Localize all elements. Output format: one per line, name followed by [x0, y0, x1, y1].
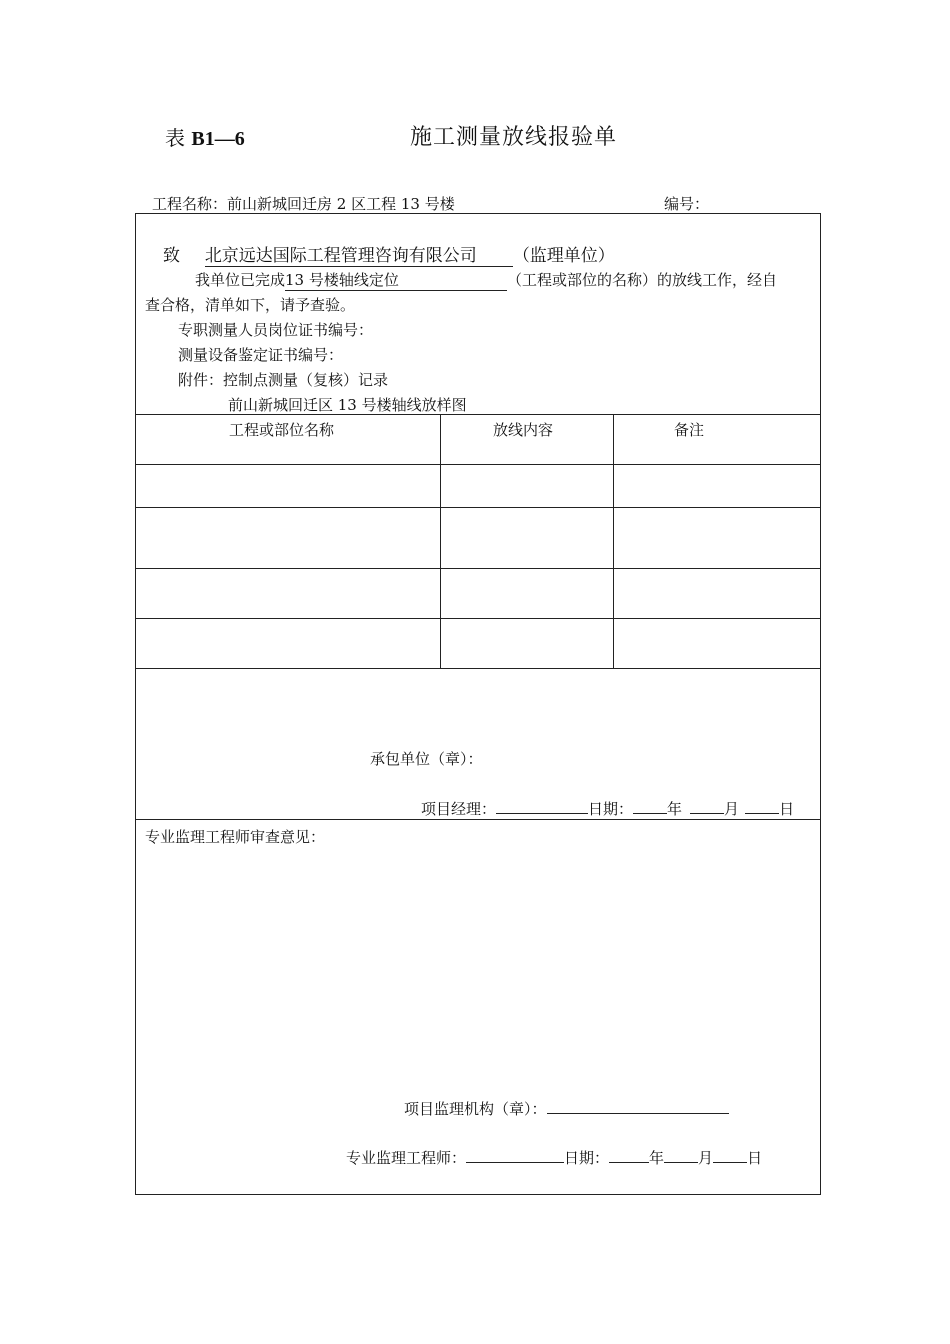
body-line-1 [195, 269, 777, 291]
engineer-signature-line [346, 1147, 762, 1168]
addressee-line [163, 241, 615, 267]
body-line-2: 查合格，清单如下，请予查验。 [145, 296, 356, 314]
form-number [165, 122, 245, 151]
completed-suffix: （工程或部位的名称）的放线工作，经自 [507, 271, 778, 289]
table-column-divider [440, 414, 441, 668]
document-title: 施工测量放线报验单 [410, 125, 618, 150]
staff-cert-label: 专职测量人员岗位证书编号： [178, 321, 374, 339]
date-label: 日期： [588, 800, 634, 818]
table-header-bottom-line [135, 464, 821, 465]
year-label: 年 [667, 800, 683, 818]
attachment-1: 附件：控制点测量（复核）记录 [178, 371, 389, 389]
equipment-cert-label: 测量设备鉴定证书编号： [178, 346, 344, 364]
day-label: 日 [747, 1149, 763, 1167]
completed-prefix: 我单位已完成 [195, 271, 286, 289]
manager-signature-blank[interactable] [496, 799, 588, 814]
form-label: 表 [165, 126, 185, 150]
engineer-label: 专业监理工程师： [346, 1149, 467, 1167]
serial-number-label: 编号： [664, 195, 710, 213]
completed-item: 13 号楼轴线定位 [285, 269, 507, 291]
supervisor-company: 北京远达国际工程管理咨询有限公司 [205, 241, 513, 267]
engineer-signature-blank[interactable] [466, 1148, 564, 1163]
month-label: 月 [724, 800, 740, 818]
manager-label: 项目经理： [421, 800, 497, 818]
day-blank[interactable] [745, 799, 779, 814]
table-row-line [135, 507, 821, 508]
project-name [152, 193, 455, 214]
supervision-org-blank[interactable] [547, 1099, 729, 1114]
column-header-content: 放线内容 [493, 421, 554, 439]
contractor-signature-line [421, 798, 794, 819]
day-label: 日 [779, 800, 795, 818]
year-blank[interactable] [609, 1148, 649, 1163]
column-header-remark: 备注 [674, 421, 705, 439]
supervisor-role: （监理单位） [512, 246, 615, 266]
supervisor-opinion-label: 专业监理工程师审查意见： [145, 828, 326, 846]
month-blank[interactable] [664, 1148, 698, 1163]
date-label: 日期： [564, 1149, 610, 1167]
table-row-line [135, 568, 821, 569]
year-label: 年 [649, 1149, 665, 1167]
project-label: 工程名称： [152, 195, 228, 213]
form-code: B1—6 [191, 128, 245, 150]
table-bottom-line [135, 668, 821, 669]
table-column-divider [613, 414, 614, 668]
supervision-org-line [404, 1098, 729, 1119]
contractor-seal-label: 承包单位（章）： [370, 750, 483, 768]
to-label: 致 [163, 246, 180, 266]
month-label: 月 [698, 1149, 714, 1167]
day-blank[interactable] [713, 1148, 747, 1163]
year-blank[interactable] [633, 799, 667, 814]
column-header-item: 工程或部位名称 [229, 421, 335, 439]
table-row-line [135, 618, 821, 619]
contractor-section-bottom-line [135, 819, 821, 820]
month-blank[interactable] [690, 799, 724, 814]
project-value: 前山新城回迁房 2 区工程 13 号楼 [227, 195, 455, 213]
attachment-2: 前山新城回迁区 13 号楼轴线放样图 [228, 396, 467, 414]
supervision-org-label: 项目监理机构（章）： [404, 1100, 547, 1118]
